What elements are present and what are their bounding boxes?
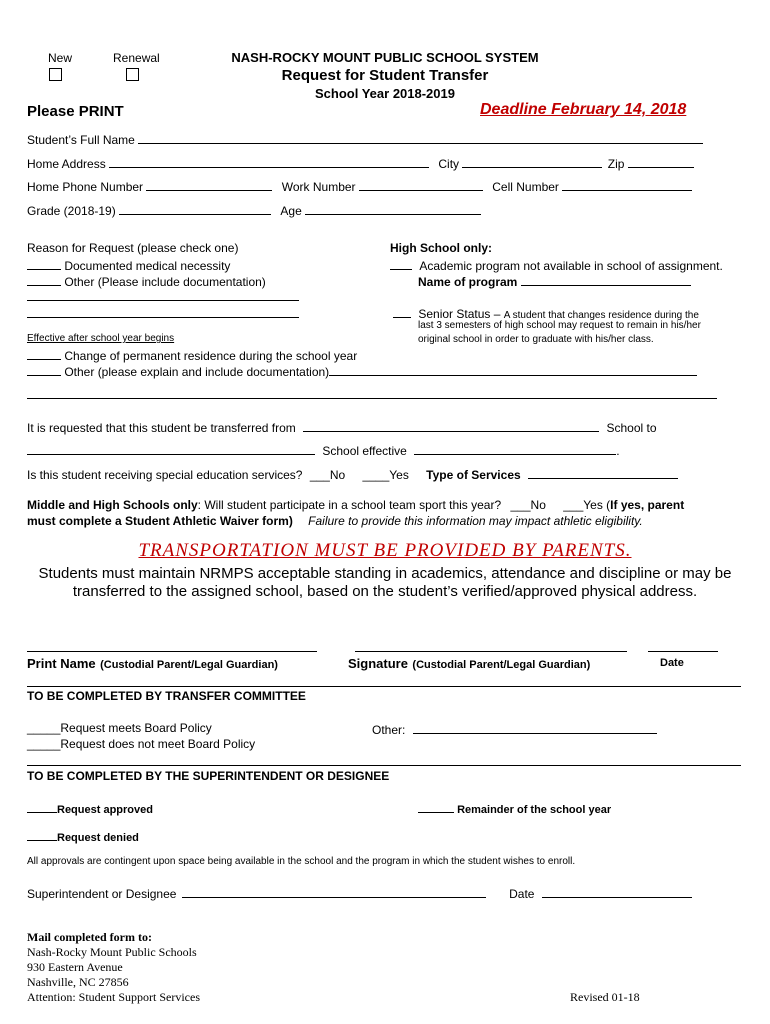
mail-line-1: Nash-Rocky Mount Public Schools — [27, 945, 197, 959]
grade-label: Grade (2018-19) — [27, 204, 116, 218]
other-blank[interactable] — [27, 273, 61, 286]
other-row — [372, 721, 657, 737]
work-number-label: Work Number — [281, 180, 356, 194]
denied-label: Request denied — [57, 832, 139, 844]
age-label: Age — [280, 204, 302, 218]
sped-no[interactable]: ___No — [309, 468, 346, 482]
residence-label: Change of permanent residence during the school year — [64, 349, 358, 363]
designee-field[interactable] — [182, 885, 486, 898]
program-label: Name of program — [418, 275, 518, 289]
date-label: Date — [660, 657, 684, 669]
school-year: School Year 2018-2019 — [315, 86, 455, 101]
print-name-field[interactable] — [27, 651, 317, 652]
athletics-row — [27, 498, 684, 512]
senior-note-2: last 3 semesters of high school may request to remain in his/her — [418, 320, 701, 331]
athletics-row-2 — [27, 514, 643, 528]
print-name-label: Print Name — [27, 656, 96, 671]
eligibility-warning: Failure to provide this information may impact athletic eligibility. — [308, 514, 643, 528]
cell-number-field[interactable] — [562, 178, 692, 191]
designee-date-label: Date — [509, 887, 535, 901]
age-field[interactable] — [305, 202, 481, 215]
sped-row — [27, 466, 678, 482]
please-print: Please PRINT — [27, 103, 124, 120]
denied-row[interactable] — [27, 828, 139, 844]
program-field[interactable] — [521, 273, 691, 286]
school-to-label: School to — [606, 421, 657, 435]
type-services-field[interactable] — [528, 466, 678, 479]
date-field[interactable] — [648, 651, 718, 652]
zip-field[interactable] — [628, 155, 694, 168]
designee-label: Superintendent or Designee — [27, 887, 177, 901]
transportation-banner: TRANSPORTATION MUST BE PROVIDED BY PARENTS. — [138, 540, 632, 561]
other-line-2[interactable] — [27, 317, 299, 318]
revised-label: Revised 01-18 — [570, 990, 640, 1004]
renewal-checkbox[interactable] — [126, 68, 139, 81]
committee-other-label: Other: — [372, 723, 406, 737]
residence-blank[interactable] — [27, 347, 61, 360]
zip-label: Zip — [607, 157, 625, 171]
athletics-question: : Will student participate in a school team sport this year? — [197, 498, 502, 512]
phone-row — [27, 178, 692, 194]
medical-blank[interactable] — [27, 257, 61, 270]
mail-line-2: 930 Eastern Avenue — [27, 960, 123, 974]
approved-label: Request approved — [57, 804, 153, 816]
home-address-field[interactable] — [109, 155, 429, 168]
academic-label: Academic program not available in school of assignment. — [419, 259, 723, 273]
other-explain-field[interactable] — [329, 363, 697, 376]
new-checkbox[interactable] — [49, 68, 62, 81]
other-line-1[interactable] — [27, 300, 299, 301]
athletics-lead: Middle and High Schools only — [27, 498, 198, 512]
student-name-field[interactable] — [138, 131, 703, 144]
athletics-yes[interactable]: ___Yes ( — [563, 498, 611, 512]
reason-other-explain — [27, 363, 697, 379]
committee-heading: TO BE COMPLETED BY TRANSFER COMMITTEE — [27, 689, 306, 703]
meets-policy[interactable]: _____Request meets Board Policy — [27, 721, 212, 735]
reason-heading: Reason for Request (please check one) — [27, 241, 239, 255]
mail-line-3: Nashville, NC 27856 — [27, 975, 129, 989]
sped-question: Is this student receiving special education services? — [27, 468, 303, 482]
address-row — [27, 155, 694, 171]
hs-program-row — [418, 273, 691, 289]
page-title: Request for Student Transfer — [281, 67, 489, 84]
reason-other — [27, 273, 266, 289]
home-address-label: Home Address — [27, 157, 106, 171]
effective-label: Effective after school year begins — [27, 333, 175, 344]
contingent-note: All approvals are contingent upon space being available in the school and the program in which the student wishes to enroll. — [27, 856, 576, 867]
signature-field[interactable] — [355, 651, 627, 652]
sped-yes[interactable]: ____Yes — [362, 468, 409, 482]
home-phone-field[interactable] — [146, 178, 272, 191]
remainder-blank[interactable] — [418, 800, 454, 813]
approved-blank[interactable] — [27, 800, 57, 813]
school-to-field[interactable] — [27, 442, 315, 455]
signature-caption — [348, 655, 590, 673]
standing-note-2: transferred to the assigned school, based on the student’s verified/approved physical address. — [72, 583, 698, 600]
city-field[interactable] — [462, 155, 602, 168]
student-name-row — [27, 131, 703, 147]
school-effective-row — [27, 442, 620, 458]
not-meets-policy[interactable]: _____Request does not meet Board Policy — [27, 737, 256, 751]
senior-label: Senior Status – — [418, 307, 501, 321]
deadline: Deadline February 14, 2018 — [480, 101, 687, 118]
mail-heading: Mail completed form to: — [27, 930, 152, 944]
new-label: New — [48, 51, 73, 65]
other-explain-blank[interactable] — [27, 363, 61, 376]
divider-2 — [27, 765, 741, 766]
medical-label: Documented medical necessity — [64, 259, 231, 273]
home-phone-label: Home Phone Number — [27, 180, 144, 194]
high-school-heading: High School only: — [390, 241, 492, 255]
senior-note-1: A student that changes residence during the — [503, 310, 699, 321]
period: . — [616, 444, 620, 458]
standing-note-1: Students must maintain NRMPS acceptable standing in academics, attendance and discipline or may be — [38, 565, 732, 582]
print-name-caption — [27, 655, 278, 673]
committee-other-field[interactable] — [413, 721, 657, 734]
print-name-sub: (Custodial Parent/Legal Guardian) — [100, 659, 278, 671]
type-services-label: Type of Services — [426, 468, 521, 482]
athletic-waiver-note: must complete a Student Athletic Waiver form) — [27, 514, 293, 528]
school-effective-field[interactable] — [414, 442, 616, 455]
cell-number-label: Cell Number — [492, 180, 559, 194]
designee-date-field[interactable] — [542, 885, 692, 898]
superintendent-heading: TO BE COMPLETED BY THE SUPERINTENDENT OR DESIGNEE — [27, 769, 390, 783]
athletics-no[interactable]: ___No — [510, 498, 546, 512]
mail-block — [27, 930, 200, 1005]
student-name-label: Student’s Full Name — [27, 133, 135, 147]
designee-row — [27, 885, 692, 901]
org-name: NASH-ROCKY MOUNT PUBLIC SCHOOL SYSTEM — [231, 50, 539, 65]
renewal-label: Renewal — [113, 51, 160, 65]
reason-medical — [27, 257, 230, 273]
signature-label: Signature — [348, 656, 408, 671]
reason-residence — [27, 347, 357, 363]
mail-line-4: Attention: Student Support Services — [27, 990, 200, 1004]
transfer-from-row — [27, 419, 657, 435]
signature-sub: (Custodial Parent/Legal Guardian) — [412, 659, 591, 671]
school-effective-label: School effective — [322, 444, 407, 458]
approved-row[interactable] — [27, 800, 153, 816]
explain-line[interactable] — [27, 398, 717, 399]
athletics-yes-note: If yes, parent — [610, 498, 685, 512]
remainder-label: Remainder of the school year — [457, 804, 612, 816]
transfer-from-field[interactable] — [303, 419, 599, 432]
grade-row — [27, 202, 481, 218]
senior-blank[interactable] — [393, 305, 411, 318]
remainder-row[interactable] — [418, 800, 611, 816]
academic-blank[interactable] — [390, 257, 412, 270]
grade-field[interactable] — [119, 202, 271, 215]
other-label: Other (Please include documentation) — [64, 275, 266, 289]
hs-academic — [390, 257, 723, 273]
work-number-field[interactable] — [359, 178, 483, 191]
senior-note-3: original school in order to graduate with his/her class. — [418, 334, 654, 345]
hs-senior — [393, 305, 699, 321]
city-label: City — [438, 157, 460, 171]
other-explain-label: Other (please explain and include documentation) — [64, 365, 330, 379]
transfer-from-label: It is requested that this student be transferred from — [27, 421, 296, 435]
divider-1 — [27, 686, 741, 687]
denied-blank[interactable] — [27, 828, 57, 841]
